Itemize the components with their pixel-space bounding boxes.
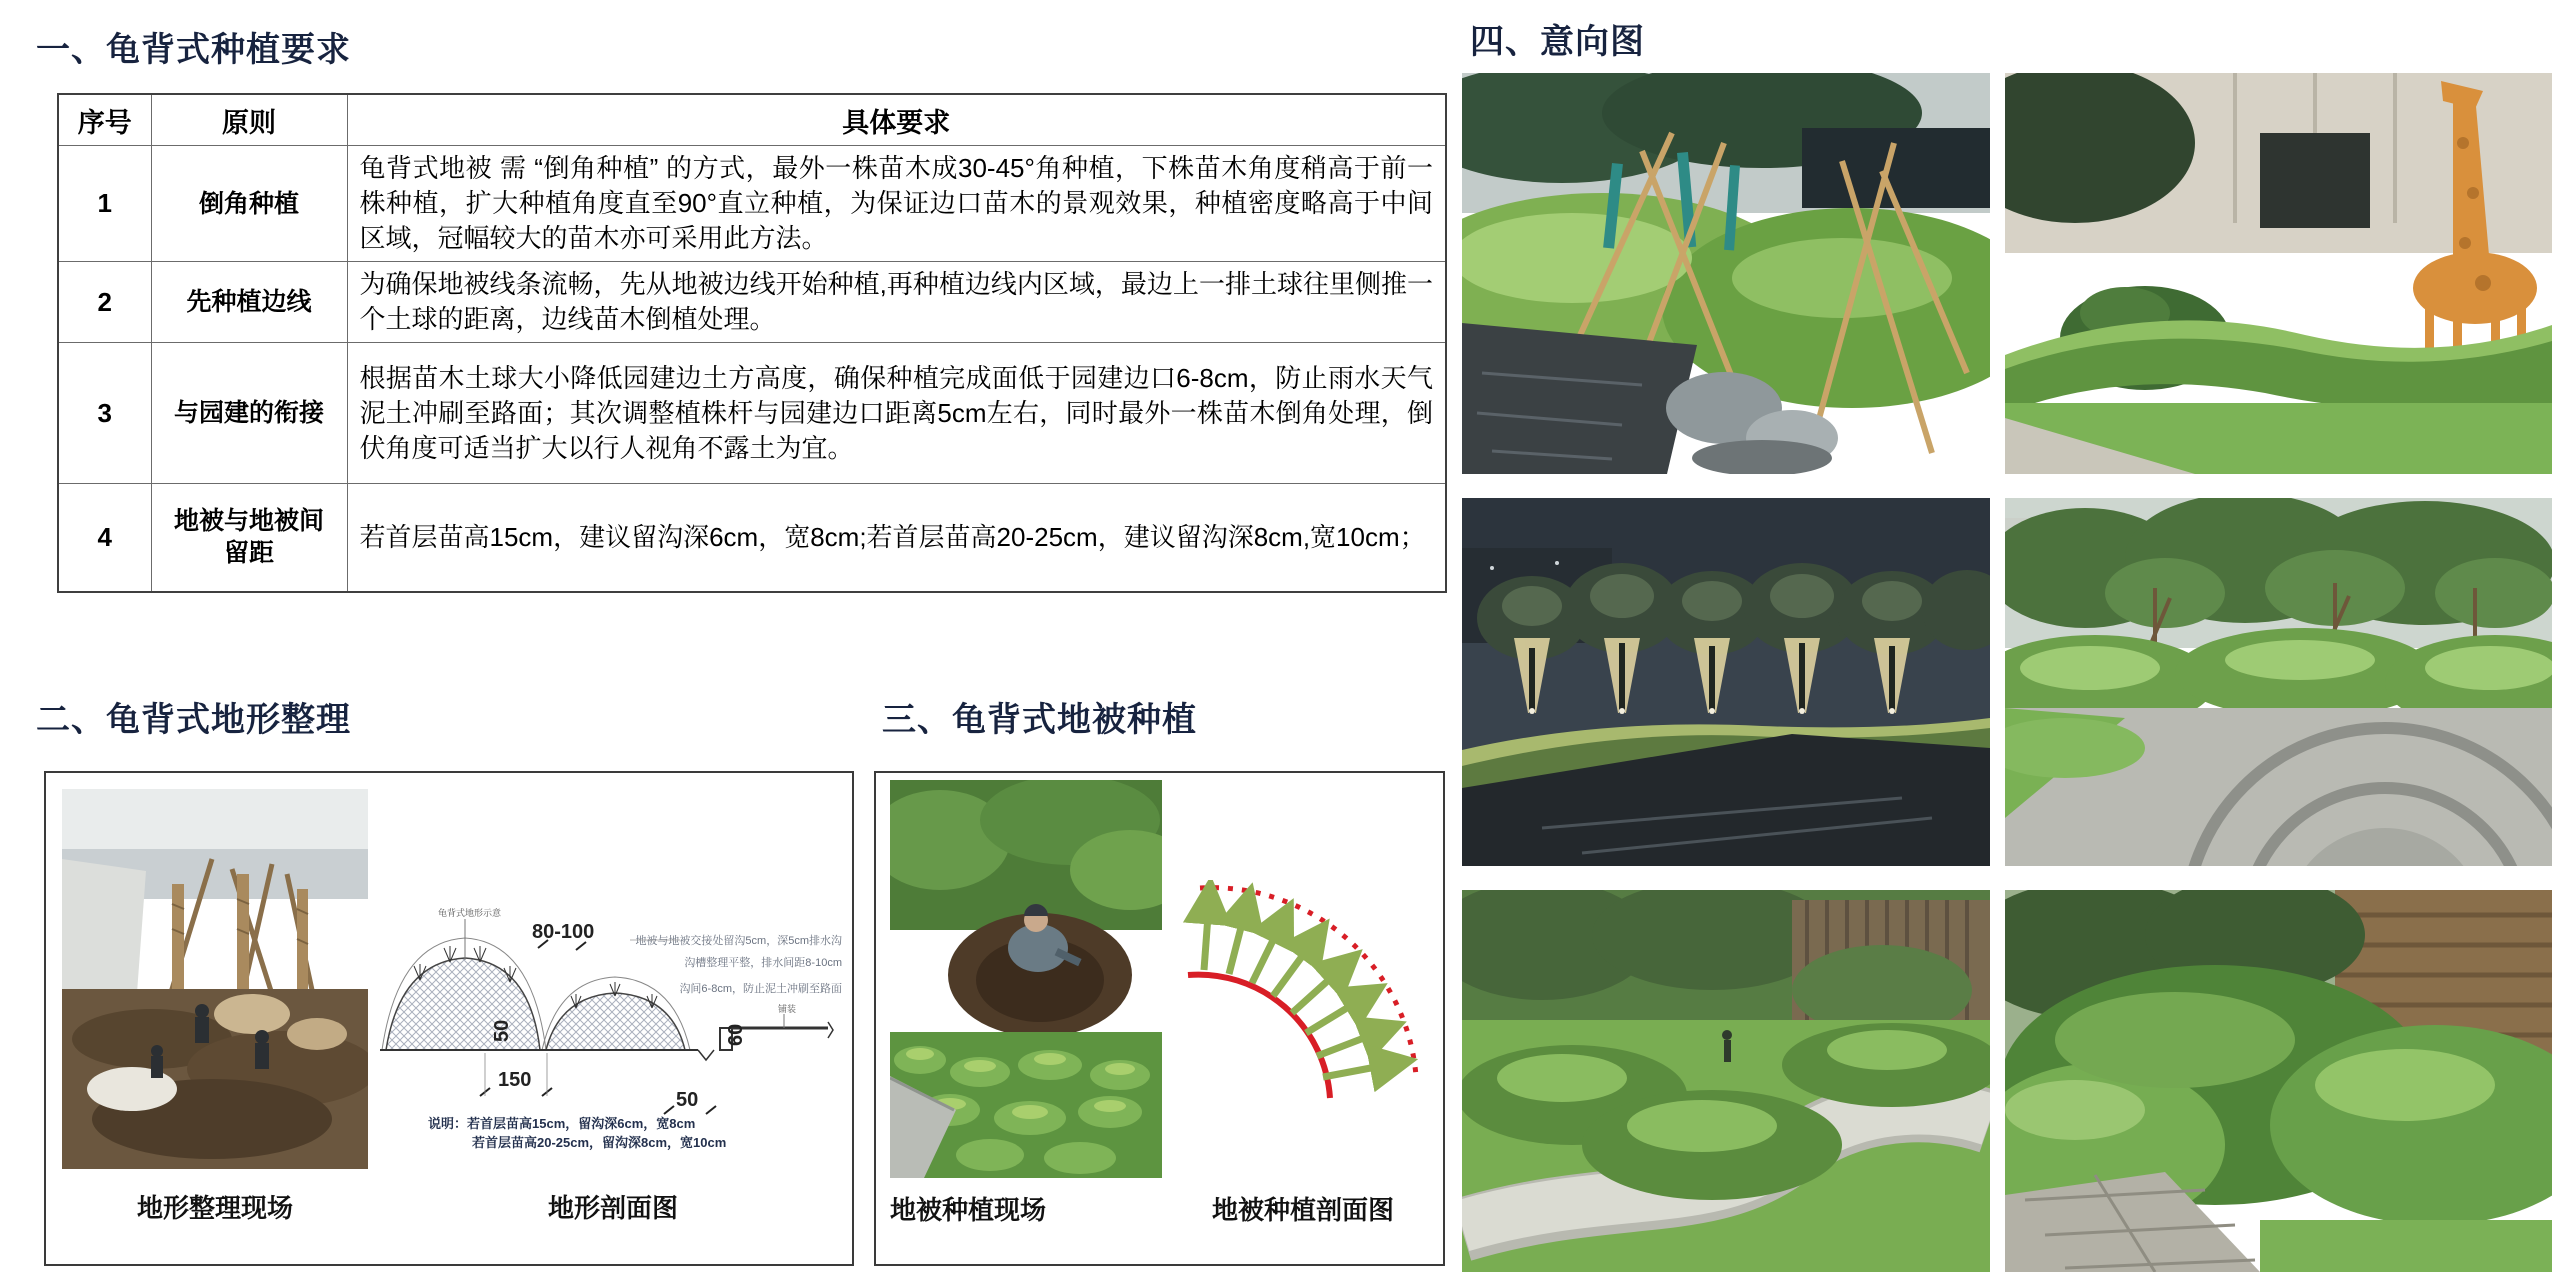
row1-requirement: 龟背式地被 需 “倒角种植” 的方式，最外一株苗木成30-45°角种植，下株苗木角度稍高于前一株种植，扩大种植角度直至90°直立种植，为保证边口苗木的景观效果，种植密度略高于中间区域，冠幅较大的苗木亦可采用此方法。 <box>347 146 1446 262</box>
planting-requirements-table <box>57 93 1447 593</box>
section2-title: 二、龟背式地形整理 <box>36 701 351 739</box>
section1-title: 一、龟背式种植要求 <box>36 31 351 69</box>
row2-requirement: 为确保地被线条流畅，先从地被边线开始种植,再种植边线内区域，最边上一排土球往里侧推一个土球的距离，边线苗木倒植处理。 <box>347 262 1446 343</box>
table-row <box>58 484 1446 592</box>
dim-50-right: 50 <box>676 1089 699 1111</box>
caption-terrain-section: 地形剖面图 <box>547 1193 678 1223</box>
caption-planting-site: 地被种植现场 <box>890 1195 1047 1225</box>
row1-no: 1 <box>58 146 151 262</box>
diagram-top-label: 龟背式地形示意 <box>438 908 502 918</box>
table-row <box>58 146 1446 262</box>
diagram-note-1: 说明：若首层苗高15cm，留沟深6cm，宽8cm <box>428 1116 696 1131</box>
row2-no: 2 <box>58 262 151 343</box>
dim-80-100: 80-100 <box>532 921 595 943</box>
header-principle: 原则 <box>151 94 347 146</box>
caption-terrain-site: 地形整理现场 <box>136 1193 293 1223</box>
row3-principle: 与园建的衔接 <box>151 343 347 484</box>
annotation-2: 沟槽整理平整，排水间距8-10cm <box>684 957 842 969</box>
intent-photo-night-street <box>1462 498 1990 866</box>
header-no: 序号 <box>58 94 151 146</box>
section3-title: 三、龟背式地被种植 <box>882 701 1197 739</box>
dim-60: 60 <box>725 1023 747 1046</box>
intent-photo-braced-mounds <box>1462 73 1990 474</box>
annotation-3: 沟间6-8cm，防止泥土冲刷至路面 <box>679 983 842 995</box>
diagram-note-2: 若首层苗高20-25cm，留沟深8cm，宽10cm <box>472 1135 727 1150</box>
intent-photo-park-path <box>1462 890 1990 1272</box>
intent-photo-big-mounds <box>2005 890 2552 1272</box>
table-header-row <box>58 94 1446 146</box>
row4-requirement: 若首层苗高15cm，建议留沟深6cm，宽8cm;若首层苗高20-25cm，建议留沟深8cm,宽10cm； <box>347 484 1446 592</box>
caption-planting-section: 地被种植剖面图 <box>1211 1195 1394 1225</box>
row3-no: 3 <box>58 343 151 484</box>
annotation-1: 地被与地被交接处留沟5cm，深5cm排水沟 <box>635 935 842 947</box>
row2-principle: 先种植边线 <box>151 262 347 343</box>
intent-photo-circular-plaza <box>2005 498 2552 866</box>
row1-principle: 倒角种植 <box>151 146 347 262</box>
terrain-site-photo <box>62 789 368 1169</box>
header-requirement: 具体要求 <box>347 94 1446 146</box>
paving-label: 铺装 <box>778 1004 797 1014</box>
table-row <box>58 262 1446 343</box>
section4-title: 四、意向图 <box>1470 23 1645 61</box>
terrain-section-diagram <box>380 900 846 1152</box>
intent-photo-giraffe-topiary <box>2005 73 2552 474</box>
row4-no: 4 <box>58 484 151 592</box>
dim-50-left: 50 <box>491 1019 513 1042</box>
dim-150: 150 <box>498 1069 532 1091</box>
row4-principle: 地被与地被间留距 <box>151 484 347 592</box>
planting-site-photo <box>890 780 1162 1178</box>
planting-section-diagram <box>1180 880 1430 1110</box>
table-row <box>58 343 1446 484</box>
row3-requirement: 根据苗木土球大小降低园建边土方高度，确保种植完成面低于园建边口6-8cm，防止雨水天气泥土冲刷至路面；其次调整植株杆与园建边口距离5cm左右，同时最外一株苗木倒角处理，倒伏角度可适当扩大以行人视角不露土为宜。 <box>347 343 1446 484</box>
